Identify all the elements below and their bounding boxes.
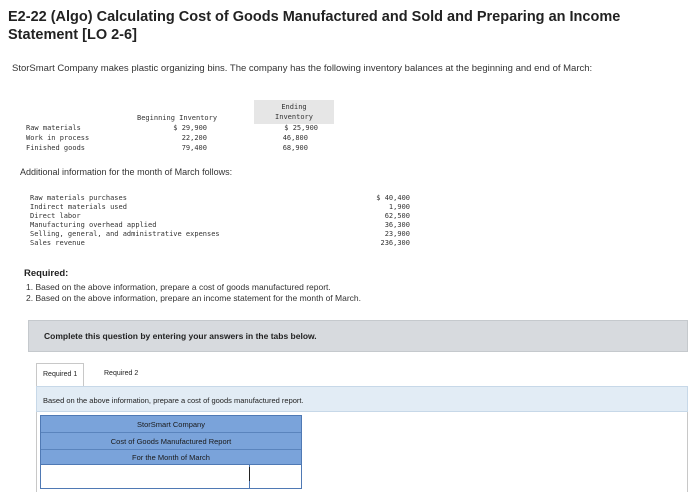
info-value: 36,300: [384, 221, 410, 229]
info-label: Raw materials purchases: [30, 194, 127, 202]
inv-row-ending: $ 25,900: [284, 124, 318, 132]
required-item-1: 1. Based on the above information, prepare a cost of goods manufactured report.: [26, 282, 331, 292]
inv-row-ending: 68,900: [282, 144, 308, 152]
additional-info-table: [30, 194, 410, 256]
inv-row-label: Finished goods: [26, 144, 86, 152]
info-label: Selling, general, and administrative expenses: [30, 230, 220, 238]
required-item-2: 2. Based on the above information, prepare an income statement for the month of March.: [26, 293, 361, 303]
inventory-table: [26, 100, 316, 158]
tab-required-1[interactable]: Required 1: [36, 363, 84, 387]
report-divider: [41, 449, 301, 450]
instruction-banner: [28, 320, 688, 352]
info-label: Sales revenue: [30, 239, 85, 247]
page-title: E2-22 (Algo) Calculating Cost of Goods Manufactured and Sold and Preparing an Income Statement [LO 2-6]: [8, 9, 621, 43]
required-list: [26, 282, 361, 304]
info-value: 23,900: [384, 230, 410, 238]
inv-row-beginning: 79,400: [181, 144, 207, 152]
ending-header-line1: Ending: [281, 103, 307, 111]
tab-required-2[interactable]: Required 2: [98, 363, 144, 387]
text-cursor: [249, 467, 250, 481]
info-value: $ 40,400: [376, 194, 410, 202]
info-label: Manufacturing overhead applied: [30, 221, 157, 229]
report-header: [40, 415, 302, 465]
inv-row-beginning: $ 29,900: [173, 124, 207, 132]
report-period: For the Month of March: [132, 453, 210, 462]
problem-intro: StorSmart Company makes plastic organizing bins. The company has the following inventory balances at the beginning and end of March:: [12, 63, 593, 74]
inv-row-label: Raw materials: [26, 124, 81, 132]
report-company: StorSmart Company: [137, 420, 205, 429]
report-label-input[interactable]: [41, 465, 250, 488]
info-label: Direct labor: [30, 212, 81, 220]
info-value: 236,300: [380, 239, 410, 247]
info-label: Indirect materials used: [30, 203, 127, 211]
inv-row-ending: 46,800: [282, 134, 308, 142]
instruction-banner-text: Complete this question by entering your answers in the tabs below.: [44, 331, 317, 341]
info-value: 62,500: [384, 212, 410, 220]
additional-info-label: Additional information for the month of March follows:: [20, 167, 233, 177]
inv-row-label: Work in process: [26, 134, 90, 142]
panel-instruction-text: Based on the above information, prepare a cost of goods manufactured report.: [43, 396, 304, 405]
beginning-inventory-header: Beginning Inventory: [137, 114, 218, 122]
report-name: Cost of Goods Manufactured Report: [110, 437, 232, 446]
report-divider: [41, 432, 301, 433]
report-input-row: [40, 465, 302, 489]
required-heading: Required:: [24, 268, 69, 279]
inv-row-beginning: 22,200: [181, 134, 207, 142]
info-value: 1,900: [388, 203, 410, 211]
ending-header-line2: Inventory: [275, 113, 313, 121]
panel-instruction-bar: [36, 386, 688, 412]
